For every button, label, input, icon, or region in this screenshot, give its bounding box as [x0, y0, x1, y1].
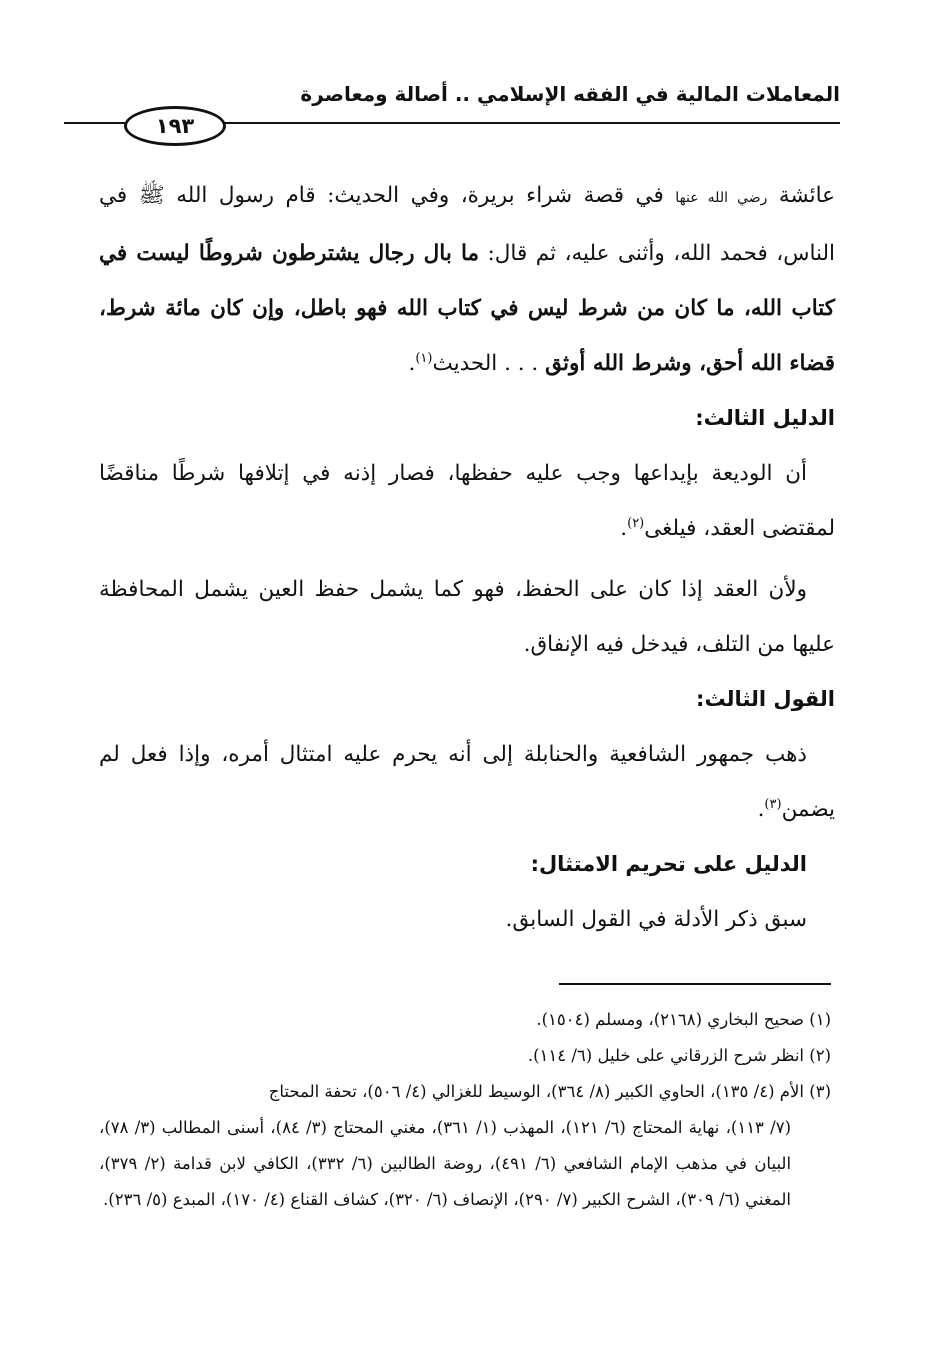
- footnote-ref-2: (٢): [627, 515, 645, 531]
- footnote-1: (١) صحيح البخاري (٢١٦٨)، ومسلم (١٥٠٤).: [536, 1010, 831, 1029]
- paragraph-majority: ذهب جمهور الشافعية والحنابلة إلى أنه يحرم عليه امتثال أمره، وإذا فعل لم يضمن$^{(٣)}$.: [99, 742, 835, 822]
- footnote-3: (٣) الأم (٤/ ١٣٥)، الحاوي الكبير (٨/ ٣٦٤)، الوسيط للغزالي (٤/ ٥٠٦)، تحفة المحتاج: [268, 1082, 831, 1101]
- paragraph-previous: سبق ذكر الأدلة في القول السابق.: [505, 907, 807, 932]
- footnote-3-continued: (٧/ ١١٣)، نهاية المحتاج (٦/ ١٢١)، المهذب (١/ ٣٦١)، مغني المحتاج (٣/ ٨٤)، أسنى المطالب (٣/ ٧٨)، البيان في مذهب الإمام الشافعي (٦/ ٤٩١)، روضة الطالبين (٦/ ٣٣٢)، الكافي لابن قدامة (٢/ ٣٧٩)، المغني (٦/ ٣٠٩)، الشرح الكبير (٧/ ٢٩٠)، الإنصاف (٦/ ٣٢٠)، كشاف القناع (٤/ ١٧٠)، المبدع (٥/ ٢٣٦).: [99, 1118, 792, 1209]
- hadith-quote: ما بال رجال يشترطون شروطًا ليست في كتاب الله، ما كان من شرط ليس في كتاب الله فهو باطل، وإن كان مائة شرط، قضاء الله أحق، وشرط الله أوثق: [99, 241, 835, 376]
- heading-prohibition-evidence: الدليل على تحريم الامتثال:: [530, 852, 807, 876]
- footnotes: [99, 1002, 831, 1218]
- footnote-ref-3: (٣): [764, 796, 782, 812]
- main-text: [99, 168, 835, 947]
- honorific-seal-aisha: رضي الله عنها: [675, 190, 768, 206]
- heading-third-opinion: القول الثالث:: [696, 687, 835, 711]
- heading-third-evidence: الدليل الثالث:: [695, 406, 835, 430]
- footnote-ref-1: (١): [415, 350, 433, 366]
- footnote-separator: [559, 983, 831, 985]
- paragraph-deposit: أن الوديعة بإيداعها وجب عليه حفظها، فصار إذنه في إتلافها شرطًا مناقضًا لمقتضى العقد، فيلغى$^{(٢)}$.: [99, 461, 835, 541]
- page-number: ١٩٣: [124, 106, 226, 146]
- page-header: [64, 82, 840, 142]
- paragraph-preservation: ولأن العقد إذا كان على الحفظ، فهو كما يشمل حفظ العين يشمل المحافظة عليها من التلف، فيدخل فيه الإنفاق.: [99, 577, 835, 657]
- footnote-2: (٢) انظر شرح الزرقاني على خليل (٦/ ١١٤).: [527, 1046, 831, 1065]
- running-title: المعاملات المالية في الفقه الإسلامي .. أصالة ومعاصرة: [300, 82, 840, 106]
- honorific-seal-prophet: ﷺ: [138, 183, 165, 208]
- paragraph-hadith: عائشة رضي الله عنها في قصة شراء بريرة، وفي الحديث: قام رسول الله ﷺ في الناس، فحمد الله، وأثنى عليه، ثم قال: ما بال رجال يشترطون شروطًا ليست في كتاب الله، ما كان من شرط ليس في كتاب الله فهو باطل، وإن كان مائة شرط، قضاء الله أحق، وشرط الله أوثق . . . الحديث$^{(١)}$.: [99, 183, 836, 376]
